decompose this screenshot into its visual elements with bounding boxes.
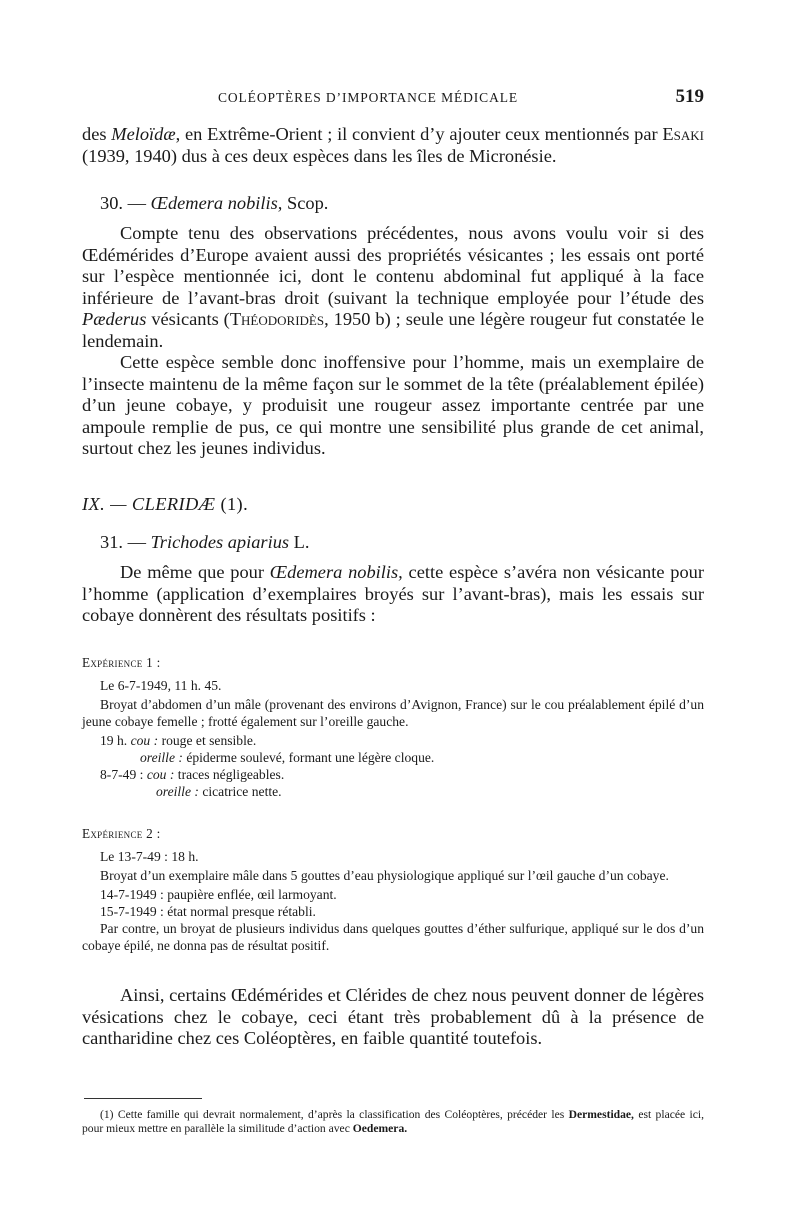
- result-text: cicatrice nette.: [202, 784, 282, 799]
- species-name: Œdemera nobilis,: [150, 193, 283, 213]
- paragraph-ainsi: Ainsi, certains Œdémérides et Clérides de chez nous peuvent donner de légères vésications chez le cobaye, ceci étant très probablement dû à la présence de cantharidine chez ces Coléoptères, en faible quantité toutefois.: [82, 985, 704, 1048]
- trichodes-text: [82, 562, 704, 627]
- page-number: 519: [675, 86, 704, 107]
- section-name: CLERIDÆ: [131, 494, 216, 514]
- text-span: Compte tenu des observations précédentes, nous avons voulu voir si des Œdémérides d’Europe avaient aussi des propriétés vésicantes ; les essais ont porté sur l’espèce mentionnée ici, dont le contenu abdominal fut appliqué à la face inférieure de l’avant-bras droit (suivant la technique employée pour l’étude des: [82, 223, 704, 308]
- result-time: 19 h.: [100, 733, 128, 748]
- taxon-paederus: Pæderus: [82, 309, 147, 329]
- result-text: épiderme soulevé, formant une légère cloque.: [186, 750, 435, 765]
- paragraph-meloidae: [82, 124, 704, 167]
- text-span: De même que pour: [120, 562, 270, 582]
- text-span: (1939, 1940) dus à ces deux espèces dans les îles de Micronésie.: [82, 145, 557, 166]
- experiment-2-title: Expérience 2 :: [82, 826, 161, 841]
- result-label: oreille :: [156, 784, 199, 799]
- result-label: cou :: [146, 767, 175, 782]
- species-heading-30: [100, 193, 328, 214]
- footnote: [82, 1108, 704, 1136]
- taxon-oedemera: Oedemera.: [352, 1122, 408, 1135]
- species-author: L.: [293, 532, 310, 552]
- result-line: [82, 732, 704, 749]
- paragraph-cette-espece: Cette espèce semble donc inoffensive pour l’homme, mais un exemplaire de l’insecte maintenu de la même façon sur le sommet de la tête (préalablement épilée) d’un jeune cobaye, y produisit une rougeur assez importante centrée par une ampoule remplie de pus, ce qui montre une sensibilité plus grande de cet animal, surtout chez les jeunes individus.: [82, 352, 704, 458]
- result-label: oreille :: [140, 750, 183, 765]
- text-span: cette espèce s’avéra non vésicante pour l’homme (application d’exemplaires broyés sur l’avant-bras), mais les essais sur cobaye donnèrent des résultats positifs :: [82, 562, 704, 625]
- text-span: vésicants (: [146, 309, 230, 329]
- taxon-dermestidae: Dermestidae,: [568, 1108, 634, 1121]
- author-theodorides: Théodoridès: [229, 309, 325, 329]
- experiment-2: [82, 848, 704, 954]
- experiment-date: Le 13-7-49 : 18 h.: [100, 849, 199, 864]
- result-time: 8-7-49 :: [100, 767, 144, 782]
- page: [82, 0, 704, 1232]
- text-span: est placée ici, pour mieux mettre en parallèle la similitude d’action avec: [82, 1108, 704, 1135]
- taxon-oedemera: Œdemera nobilis,: [269, 562, 403, 582]
- result-text: traces négligeables.: [177, 767, 285, 782]
- result-line: [82, 783, 704, 800]
- paragraph-de-meme: [82, 562, 704, 627]
- text-span: (1) Cette famille qui devrait normalement, d’après la classification des Coléoptères, précéder les: [100, 1108, 569, 1121]
- result-line: 14-7-1949 : paupière enflée, œil larmoyant.: [100, 887, 337, 902]
- experiment-description: Broyat d’abdomen d’un mâle (provenant des environs d’Avignon, France) sur le cou préalablement épilé d’un jeune cobaye femelle ; frotté également sur l’oreille gauche.: [82, 697, 704, 729]
- species-number: 30. —: [100, 193, 146, 213]
- result-line: 15-7-1949 : état normal presque rétabli.: [100, 904, 316, 919]
- species-number: 31. —: [100, 532, 146, 552]
- result-label: cou :: [130, 733, 159, 748]
- footnote-ref: (1).: [220, 494, 249, 514]
- author-esaki: Esaki: [662, 124, 704, 144]
- species-heading-31: [100, 532, 310, 553]
- oedemera-text: [82, 223, 704, 460]
- paragraph-compte-tenu: [82, 223, 704, 352]
- taxon-meloidae: Meloïdæ: [111, 124, 176, 144]
- experiment-1-title: Expérience 1 :: [82, 655, 161, 670]
- result-line: [82, 766, 704, 783]
- experiment-1: [82, 677, 704, 800]
- text-span: , 1950 b) ; seule une légère rougeur fut constatée le lendemain.: [82, 309, 704, 351]
- result-text: rouge et sensible.: [161, 733, 257, 748]
- experiment-note: Par contre, un broyat de plusieurs individus dans quelques gouttes d’éther sulfurique, appliqué sur le dos d’un cobaye épilé, ne donna pas de résultat positif.: [82, 921, 704, 953]
- experiment-date: Le 6-7-1949, 11 h. 45.: [100, 678, 222, 693]
- running-title: COLÉOPTÈRES D’IMPORTANCE MÉDICALE: [217, 90, 519, 105]
- result-line: [82, 749, 704, 766]
- text-span: , en Extrême-Orient ; il convient d’y ajouter ceux mentionnés par: [175, 124, 663, 144]
- footnote-rule: [84, 1098, 202, 1099]
- experiment-description: Broyat d’un exemplaire mâle dans 5 gouttes d’eau physiologique appliqué sur l’œil gauche d’un cobaye.: [100, 868, 669, 883]
- text-span: des: [82, 124, 112, 144]
- species-author: Scop.: [286, 193, 329, 213]
- section-heading-cleridae: [82, 494, 248, 515]
- running-head: [82, 86, 704, 112]
- species-name: Trichodes apiarius: [150, 532, 290, 552]
- conclusion-text: [82, 985, 704, 1050]
- section-number: IX. —: [82, 494, 127, 514]
